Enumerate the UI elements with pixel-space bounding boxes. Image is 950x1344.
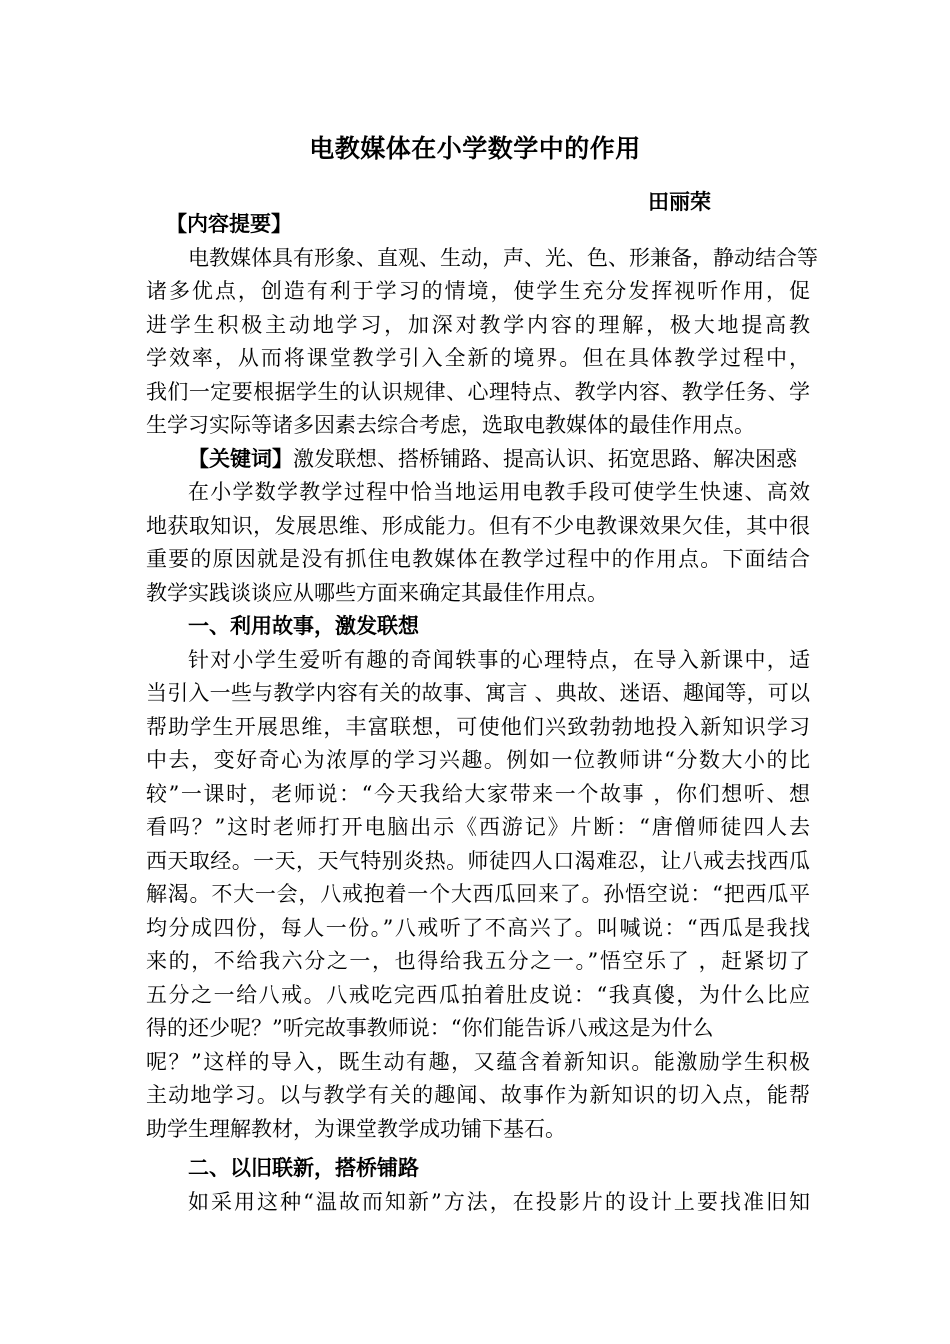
- section1-line: 中去，变好奇心为浓厚的学习兴趣。例如一位教师讲“分数大小的比: [146, 748, 810, 772]
- section1-line: 较”一课时，老师说：“今天我给大家带来一个故事 ，你们想听、想: [146, 781, 810, 806]
- summary-line: 生学习实际等诸多因素去综合考虑，选取电教媒体的最佳作用点。: [146, 413, 755, 437]
- section1-line: 解渴。不大一会，八戒抱着一个大西瓜回来了。孙悟空说：“把西瓜平: [146, 882, 810, 906]
- intro-line: 教学实践谈谈应从哪些方面来确定其最佳作用点。: [146, 580, 608, 605]
- summary-heading: 【内容提要】: [166, 212, 292, 236]
- summary-paragraph: [146, 242, 818, 443]
- author-name: 田丽荣: [648, 190, 711, 214]
- section2-paragraph: [146, 1186, 810, 1220]
- keywords-label: 【关键词】: [188, 446, 293, 471]
- keywords-text: 激发联想、搭桥铺路、提高认识、拓宽思路、解决困惑: [293, 446, 797, 471]
- section2-line: 如采用这种“温故而知新”方法，在投影片的设计上要找准旧知: [188, 1189, 810, 1214]
- section1-line: 针对小学生爱听有趣的奇闻轶事的心理特点，在导入新课中，适: [188, 647, 810, 672]
- intro-paragraph: [146, 476, 810, 610]
- intro-line: 在小学数学教学过程中恰当地运用电教手段可使学生快速、高效: [188, 480, 810, 504]
- summary-line: 电教媒体具有形象、直观、生动，声、光、色、形兼备，静动结合等: [188, 245, 818, 270]
- section1-line: 西天取经。一天，天气特别炎热。师徒四人口渴难忍，让八戒去找西瓜: [146, 848, 810, 873]
- section1-line: 均分成四份，每人一份。”八戒听了不高兴了。叫喊说：“西瓜是我找: [146, 915, 810, 940]
- summary-line: 诸多优点，创造有利于学习的情境，使学生充分发挥视听作用，促: [146, 279, 810, 303]
- intro-line: 重要的原因就是没有抓住电教媒体在教学过程中的作用点。下面结合: [146, 547, 810, 571]
- section1-line: 主动地学习。以与教学有关的趣闻、故事作为新知识的切入点，能帮: [146, 1083, 810, 1107]
- summary-line: 学效率，从而将课堂教学引入全新的境界。但在具体教学过程中，: [146, 346, 810, 370]
- section1-line: 看吗？”这时老师打开电脑出示《西游记》片断：“唐僧师徒四人去: [146, 815, 810, 839]
- section1-line: 得的还少呢？”听完故事教师说：“你们能告诉八戒这是为什么: [146, 1016, 714, 1040]
- section-heading: 二、以旧联新，搭桥铺路: [188, 1156, 419, 1180]
- intro-line: 地获取知识，发展思维、形成能力。但有不少电教课效果欠佳，其中很: [146, 513, 810, 538]
- section1-line: 助学生理解教材，为课堂教学成功铺下基石。: [146, 1116, 566, 1141]
- section1-line: 当引入一些与教学内容有关的故事、寓言 、典故、迷语、趣闻等，可以: [146, 681, 810, 705]
- section1-line: 呢？”这样的导入，既生动有趣，又蕴含着新知识。能激励学生积极: [146, 1049, 810, 1074]
- document-body: [146, 208, 818, 1219]
- section1-line: 帮助学生开展思维，丰富联想，可使他们兴致勃勃地投入新知识学习: [146, 714, 810, 739]
- document-title: 电教媒体在小学数学中的作用: [309, 134, 641, 163]
- keywords-line: [146, 443, 810, 477]
- summary-line: 我们一定要根据学生的认识规律、心理特点、教学内容、教学任务、学: [146, 379, 810, 404]
- summary-line: 进学生积极主动地学习，加深对教学内容的理解，极大地提高教: [146, 312, 810, 337]
- section1-paragraph: [146, 644, 810, 1147]
- section1-line: 五分之一给八戒。八戒吃完西瓜拍着肚皮说：“我真傻，为什么比应: [146, 982, 810, 1007]
- section1-line: 来的，不给我六分之一，也得给我五分之一。”悟空乐了 ，赶紧切了: [146, 949, 810, 973]
- section-heading: 一、利用故事，激发联想: [188, 614, 419, 638]
